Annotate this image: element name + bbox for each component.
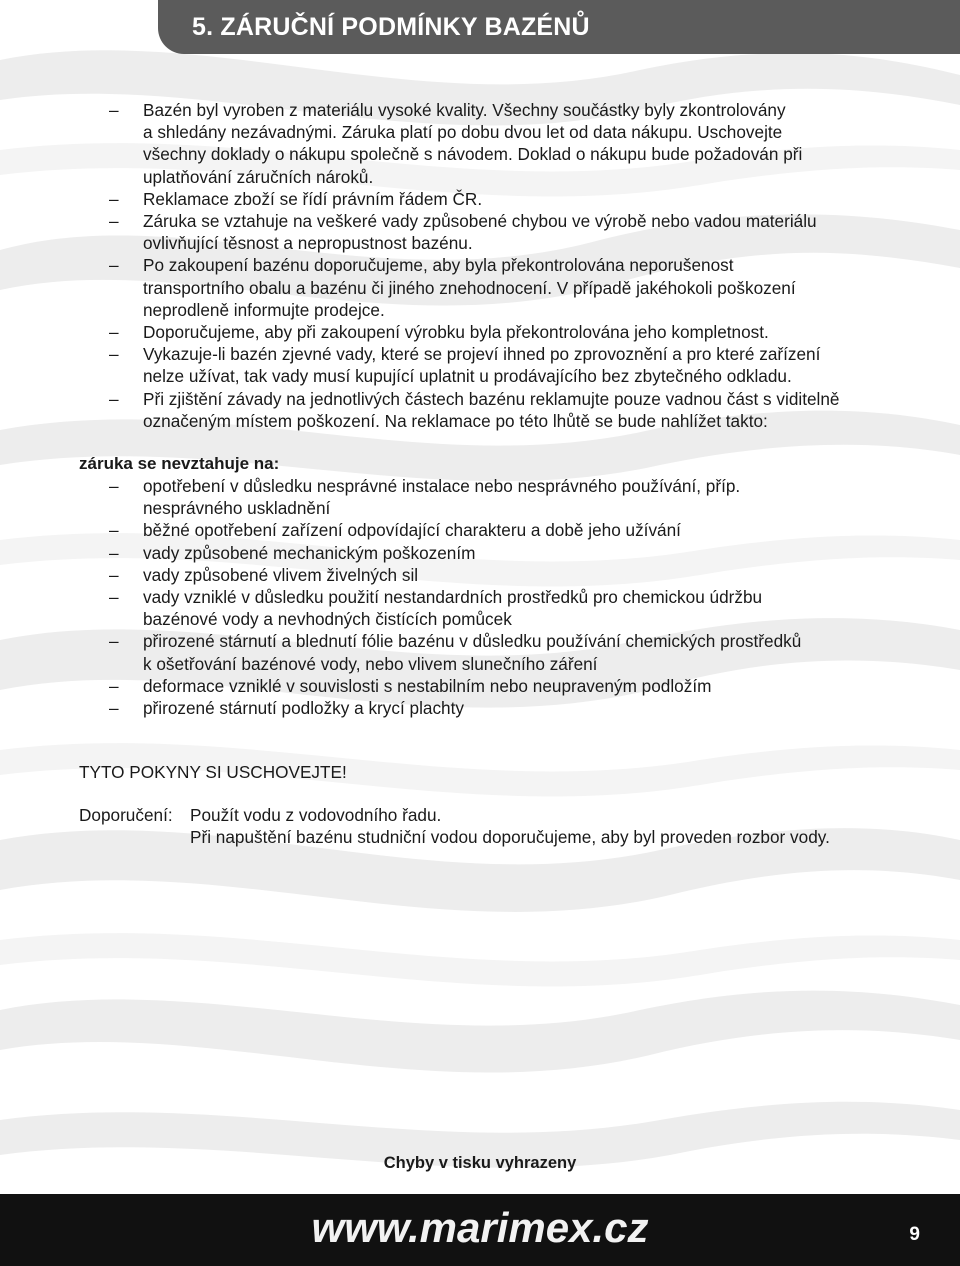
- list-item: [109, 630, 903, 674]
- list-item-line: vady vzniklé v důsledku použití nestandardních prostředků pro chemickou údržbu: [143, 587, 763, 608]
- list-item-line: bazénové vody a nevhodných čistících pomůcek: [143, 609, 512, 630]
- page-number: 9: [909, 1224, 920, 1245]
- list-item-line: ovlivňující těsnost a nepropustnost bazénu.: [143, 233, 473, 254]
- list-item-line: běžné opotřebení zařízení odpovídající charakteru a době jeho užívání: [143, 520, 681, 541]
- dash-bullet: –: [109, 631, 119, 652]
- list-item: [109, 99, 903, 188]
- dash-bullet: –: [109, 476, 119, 496]
- dash-bullet: –: [109, 675, 119, 696]
- list-item: [109, 542, 903, 564]
- dash-bullet: –: [109, 100, 119, 120]
- list-item-line: přirozené stárnutí podložky a krycí plachty: [143, 698, 464, 719]
- recommendation-text: [190, 804, 830, 848]
- dash-bullet: –: [109, 255, 119, 276]
- exclusions-heading: záruka se nevztahuje na:: [79, 454, 280, 473]
- dash-bullet: –: [109, 542, 119, 563]
- dash-bullet: –: [109, 188, 119, 209]
- list-item: [109, 388, 903, 432]
- dash-bullet: –: [109, 211, 119, 232]
- list-item: [109, 475, 903, 519]
- list-item: [109, 321, 903, 343]
- list-item: [109, 188, 903, 210]
- list-item-line: vady způsobené vlivem živelných sil: [143, 564, 419, 585]
- intro-list: [109, 99, 903, 432]
- list-item: [109, 564, 903, 586]
- list-item-line: nesprávného uskladnění: [143, 498, 331, 519]
- list-item-line: označeným místem poškození. Na reklamace po této lhůtě se bude nahlížet takto:: [143, 410, 768, 431]
- list-item-line: deformace vzniklé v souvislosti s nestabilním nebo neupraveným podložím: [143, 675, 712, 696]
- dash-bullet: –: [109, 388, 119, 409]
- list-item-line: k ošetřování bazénové vody, nebo vlivem slunečního záření: [143, 653, 598, 674]
- list-item-line: Vykazuje-li bazén zjevné vady, které se projeví ihned po zprovoznění a pro které zařízení: [143, 344, 821, 365]
- dash-bullet: –: [109, 520, 119, 541]
- list-item-line: nelze užívat, tak vady musí kupující uplatnit u prodávajícího bez zbytečného odkladu.: [143, 366, 792, 387]
- list-item-line: neprodleně informujte prodejce.: [143, 299, 385, 320]
- list-item-line: Záruka se vztahuje na veškeré vady způsobené chybou ve výrobě nebo vadou materiálu: [143, 211, 817, 232]
- list-item-line: opotřebení v důsledku nesprávné instalace nebo nesprávného používání, příp.: [143, 476, 741, 496]
- list-item-line: Při zjištění závady na jednotlivých částech bazénu reklamujte pouze vadnou část s viditelně: [143, 388, 840, 409]
- list-item: [109, 343, 903, 387]
- list-item: [109, 697, 903, 719]
- list-item: [109, 254, 903, 321]
- dash-bullet: –: [109, 587, 119, 608]
- list-item: [109, 210, 903, 254]
- list-item-line: všechny doklady o nákupu společně s návodem. Doklad o nákupu bude požadován při: [143, 144, 803, 165]
- page-title: 5. ZÁRUČNÍ PODMÍNKY BAZÉNŮ: [192, 13, 590, 41]
- website-url: www.marimex.cz: [311, 1204, 649, 1251]
- list-item-line: a shledány nezávadnými. Záruka platí po dobu dvou let od data nákupu. Uschovejte: [143, 122, 783, 143]
- dash-bullet: –: [109, 344, 119, 365]
- list-item-line: Reklamace zboží se řídí právním řádem ČR.: [143, 188, 483, 209]
- dash-bullet: –: [109, 322, 119, 343]
- keep-instructions-note: TYTO POKYNY SI USCHOVEJTE!: [79, 762, 347, 782]
- list-item-line: uplatňování záručních nároků.: [143, 166, 374, 187]
- recommendation-line: Použít vodu z vodovodního řadu.: [190, 805, 442, 825]
- recommendation-line: Při napuštění bazénu studniční vodou doporučujeme, aby byl proveden rozbor vody.: [190, 827, 830, 848]
- list-item: [109, 675, 903, 697]
- print-errors-disclaimer: Chyby v tisku vyhrazeny: [383, 1154, 577, 1172]
- list-item-line: vady způsobené mechanickým poškozením: [143, 542, 476, 563]
- list-item-line: transportního obalu a bazénu či jiného znehodnocení. V případě jakéhokoli poškození: [143, 277, 796, 298]
- exclusions-list: [109, 475, 903, 719]
- list-item: [109, 586, 903, 630]
- dash-bullet: –: [109, 698, 119, 719]
- recommendation-label: Doporučení:: [79, 805, 173, 825]
- list-item-line: Bazén byl vyroben z materiálu vysoké kvality. Všechny součástky byly zkontrolovány: [143, 100, 786, 120]
- list-item: [109, 519, 903, 541]
- list-item-line: přirozené stárnutí a blednutí fólie bazénu v důsledku používání chemických prostředků: [143, 631, 802, 652]
- list-item-line: Po zakoupení bazénu doporučujeme, aby byla překontrolována neporušenost: [143, 255, 734, 276]
- list-item-line: Doporučujeme, aby při zakoupení výrobku byla překontrolována jeho kompletnost.: [143, 322, 769, 343]
- dash-bullet: –: [109, 564, 119, 585]
- footer-bar: [0, 1194, 960, 1266]
